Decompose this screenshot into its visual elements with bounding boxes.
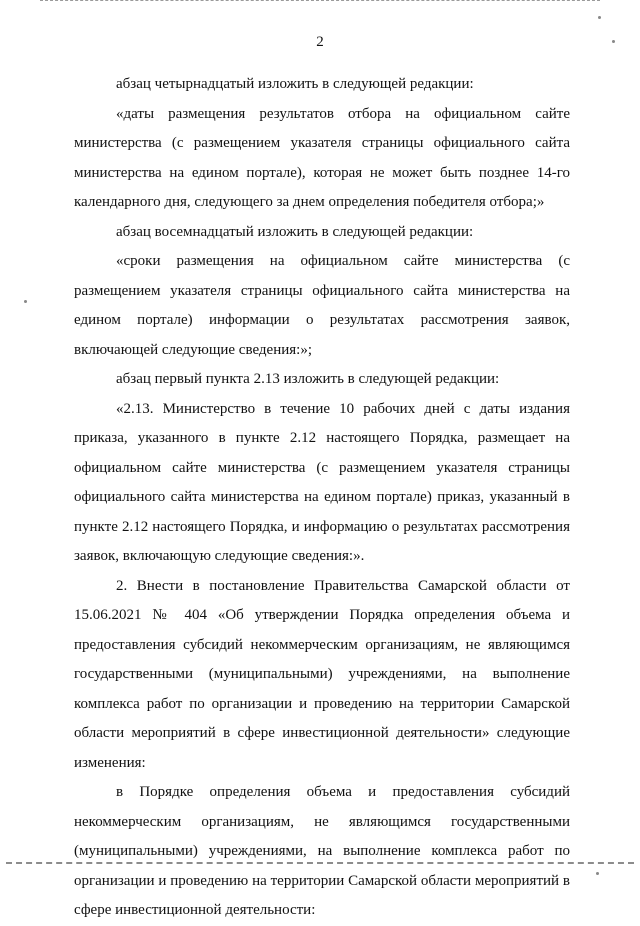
scan-edge-bottom (6, 862, 634, 866)
paragraph: «2.13. Министерство в течение 10 рабочих дней с даты издания приказа, указанного в пункте 2.12 настоящего Порядка, размещает на официальном сайте министерства (с размещением указателя страницы официального сайта министерства на едином портале) приказ, указанный в пункте 2.12 настоящего Порядка, и информацию о результатах рассмотрения заявок, включающую следующие сведения:». (74, 400, 570, 564)
scan-speck (598, 16, 601, 19)
paragraph: абзац четырнадцатый изложить в следующей редакции: (116, 76, 474, 92)
paragraph: в Порядке определения объема и предоставления субсидий некоммерческим организациям, не являющимся государственными (муниципальными) учреждениями, на выполнение комплекса работ по организации и проведению на территории Самарской области мероприятий в сфере инвестиционной деятельности: (74, 784, 570, 918)
scan-speck (596, 872, 599, 875)
scan-edge-top (40, 0, 600, 3)
paragraph: абзац первый пункта 2.13 изложить в следующей редакции: (116, 371, 500, 387)
document-body (74, 70, 570, 926)
paragraph: «даты размещения результатов отбора на официальном сайте министерства (с размещением указателя страницы официального сайта министерства на едином портале), которая не может быть позднее 14-го календарного дня, следующего за днем определения победителя отбора;» (74, 105, 570, 210)
paragraph: абзац восемнадцатый изложить в следующей редакции: (116, 223, 474, 240)
paragraph: 2. Внести в постановление Правительства Самарской области от 15.06.2021 № 404 «Об утверждении Порядка определения объема и предоставления субсидий некоммерческим организациям, не являющимся государственными (муниципальными) учреждениями, на выполнение комплекса работ по организации и проведению на территории Самарской области мероприятий в сфере инвестиционной деятельности» следующие изменения: (74, 577, 570, 771)
paragraph: «сроки размещения на официальном сайте министерства (с размещением указателя страницы официального сайта министерства на едином портале) информации о результатах рассмотрения заявок, включающей следующие сведения:»; (74, 253, 570, 358)
scan-speck (24, 300, 27, 303)
page-number: 2 (316, 34, 324, 50)
